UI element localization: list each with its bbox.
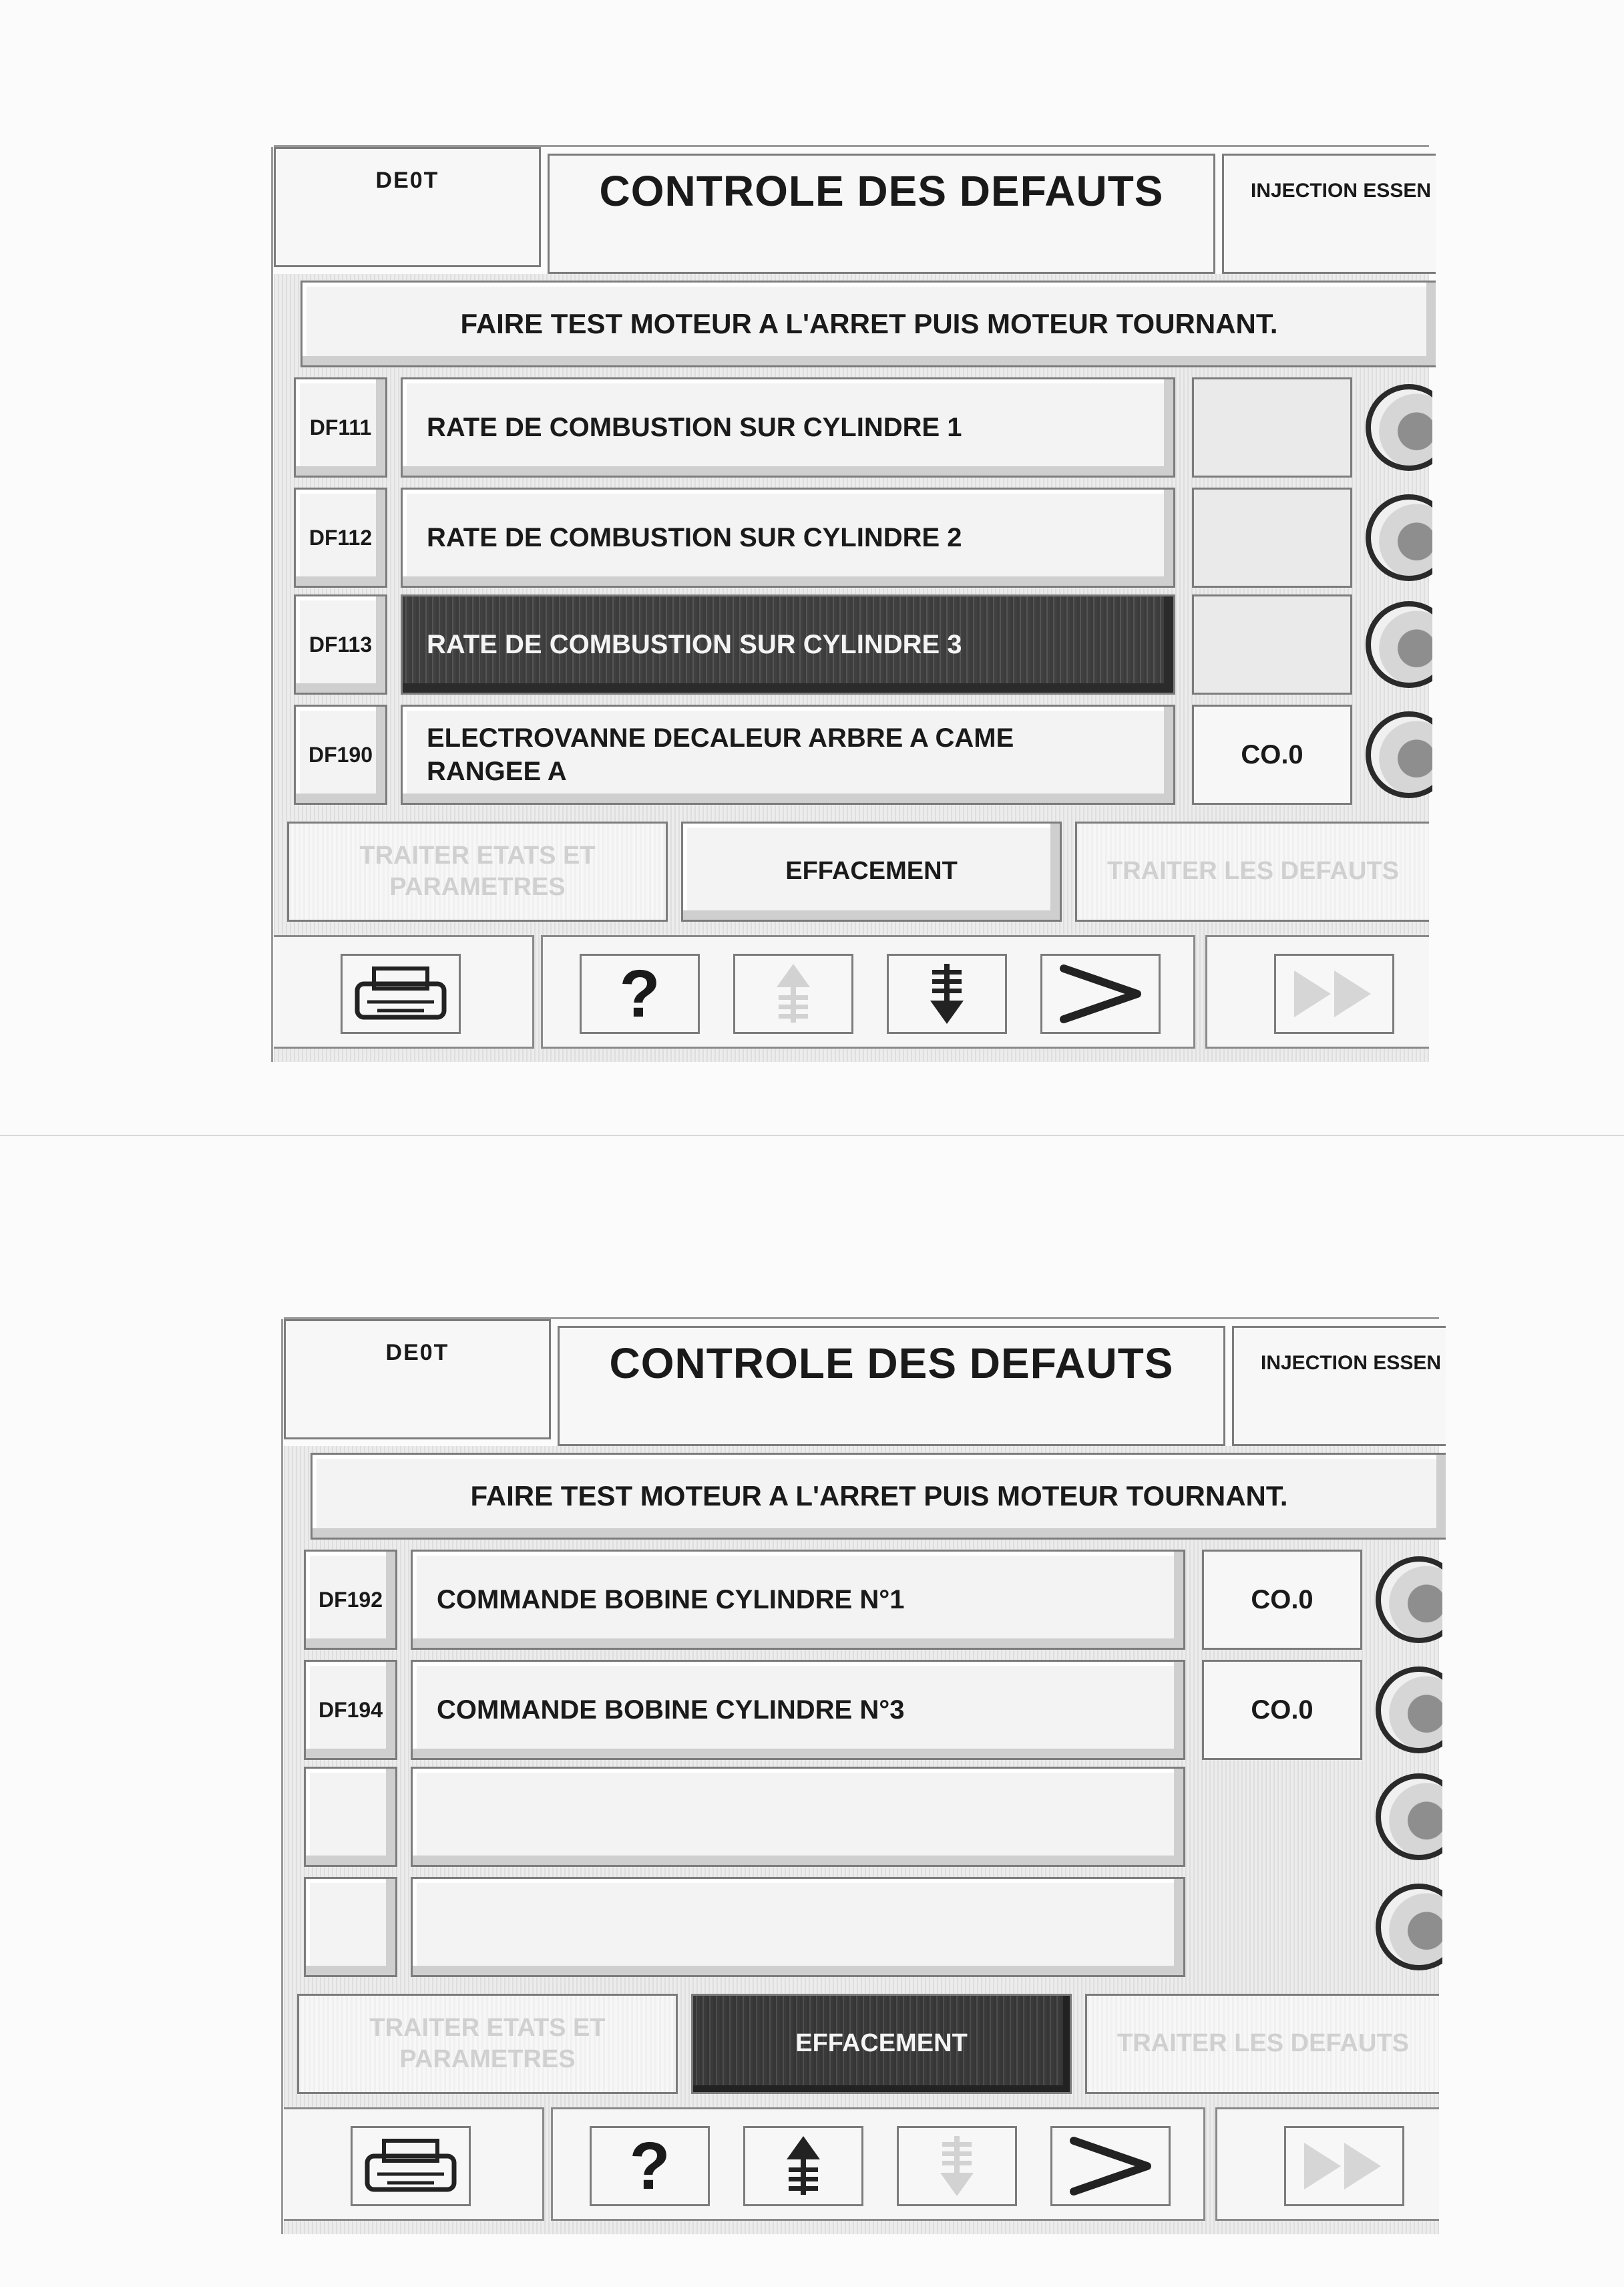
scroll-down-icon [937,2133,977,2200]
toolbar-left [274,935,534,1049]
fault-row-button-selected[interactable]: RATE DE COMBUSTION SUR CYLINDRE 3 [401,594,1175,695]
instruction-banner: FAIRE TEST MOTEUR A L'ARRET PUIS MOTEUR TOURNANT. [300,281,1436,367]
chevron-right-icon [1054,960,1147,1027]
fault-code: DF194 [304,1660,397,1760]
fault-code: DF112 [294,488,387,588]
gauge-icon [1359,594,1432,695]
gauge-icon [1359,377,1432,478]
fault-row-button-empty[interactable] [411,1877,1185,1977]
clear-faults-button-active[interactable]: EFFACEMENT [691,1994,1072,2094]
scroll-up-button[interactable] [733,954,853,1034]
help-button[interactable]: ? [590,2126,710,2206]
process-states-button[interactable]: TRAITER ETATS ET PARAMETRES [287,822,668,922]
fault-code: DF192 [304,1550,397,1650]
gauge-icon [1359,705,1432,805]
next-button[interactable] [1040,954,1161,1034]
page-title: CONTROLE DES DEFAUTS [548,154,1215,274]
gauge-icon [1359,488,1432,588]
fault-code [304,1767,397,1867]
scroll-down-button[interactable] [897,2126,1017,2206]
scroll-up-icon [783,2133,823,2200]
next-button[interactable] [1050,2126,1171,2206]
gauge-icon [1369,1877,1442,1977]
fault-status: CO.0 [1202,1660,1362,1760]
fault-row-button[interactable]: COMMANDE BOBINE CYLINDRE N°3 [411,1660,1185,1760]
gauge-icon [1369,1767,1442,1867]
printer-icon [351,960,451,1027]
scroll-down-button[interactable] [887,954,1007,1034]
gauge-icon [1369,1550,1442,1650]
ecu-name: DE0T [284,1319,551,1439]
instruction-banner: FAIRE TEST MOTEUR A L'ARRET PUIS MOTEUR TOURNANT. [311,1453,1446,1540]
fault-status: CO.0 [1192,705,1352,805]
fault-code: DF111 [294,377,387,478]
fast-forward-icon [1287,964,1381,1024]
toolbar-right [1205,935,1429,1049]
toolbar-left [284,2107,544,2221]
printer-icon [361,2133,461,2200]
fault-status [1192,377,1352,478]
fault-row-button[interactable]: COMMANDE BOBINE CYLINDRE N°1 [411,1550,1185,1650]
help-button[interactable]: ? [580,954,700,1034]
fault-row-button[interactable]: ELECTROVANNE DECALEUR ARBRE A CAME RANGEE A [401,705,1175,805]
fault-status [1192,594,1352,695]
scroll-up-icon [773,960,813,1027]
process-faults-button[interactable]: TRAITER LES DEFAUTS [1075,822,1429,922]
toolbar-right [1215,2107,1439,2221]
gauge-icon [1369,1660,1442,1760]
paper-fold-line [0,1135,1624,1136]
diagnostic-screen-2 [284,1319,1442,2234]
fast-forward-icon [1297,2136,1391,2196]
screen-border [271,147,273,1062]
fault-row-button[interactable]: RATE DE COMBUSTION SUR CYLINDRE 2 [401,488,1175,588]
fault-row-button[interactable]: RATE DE COMBUSTION SUR CYLINDRE 1 [401,377,1175,478]
process-faults-button[interactable]: TRAITER LES DEFAUTS [1085,1994,1439,2094]
print-button[interactable] [351,2126,471,2206]
fast-forward-button[interactable] [1274,954,1394,1034]
fast-forward-button[interactable] [1284,2126,1404,2206]
chevron-right-icon [1064,2133,1157,2200]
print-button[interactable] [341,954,461,1034]
fault-code [304,1877,397,1977]
fault-row-button-empty[interactable] [411,1767,1185,1867]
fault-status [1192,488,1352,588]
scroll-down-icon [927,960,967,1027]
page-title: CONTROLE DES DEFAUTS [558,1326,1225,1446]
ecu-name: DE0T [274,147,541,267]
clear-faults-button[interactable]: EFFACEMENT [681,822,1062,922]
fault-code: DF113 [294,594,387,695]
process-states-button[interactable]: TRAITER ETATS ET PARAMETRES [297,1994,678,2094]
system-name: INJECTION ESSEN [1222,154,1436,274]
toolbar-center [541,935,1195,1049]
fault-status: CO.0 [1202,1550,1362,1650]
system-name: INJECTION ESSEN [1232,1326,1446,1446]
fault-code: DF190 [294,705,387,805]
diagnostic-screen-1 [274,147,1432,1062]
screen-border [281,1319,283,2234]
toolbar-center [551,2107,1205,2221]
scroll-up-button[interactable] [743,2126,863,2206]
